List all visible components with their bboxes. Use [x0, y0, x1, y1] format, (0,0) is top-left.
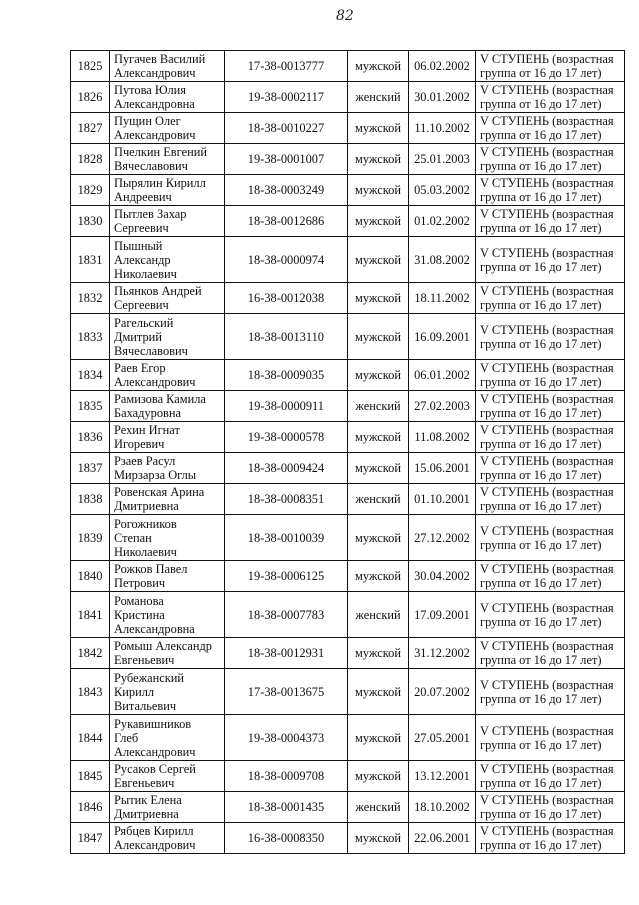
step-label: V СТУПЕНЬ (возрастная: [480, 114, 614, 128]
person-sex: мужской: [355, 59, 401, 73]
birth-date: 27.02.2003: [414, 399, 470, 413]
table-row: [71, 592, 625, 638]
person-sex: мужской: [355, 183, 401, 197]
table-row: [71, 453, 625, 484]
age-group-label: группа от 16 до 17 лет): [480, 298, 602, 312]
row-number: 1840: [77, 569, 103, 583]
person-name: Ровенская Арина Дмитриевна: [114, 485, 205, 513]
person-sex: мужской: [355, 430, 401, 444]
step-label: V СТУПЕНЬ (возрастная: [480, 523, 614, 538]
birth-date: 30.01.2002: [414, 90, 470, 104]
row-number: 1847: [77, 831, 103, 845]
row-number: 1843: [77, 684, 103, 699]
table-row: [71, 314, 625, 360]
table-row: [71, 561, 625, 592]
person-name: Рубежанский Кирилл Витальевич: [114, 670, 185, 713]
row-number: 1834: [77, 368, 103, 382]
birth-date: 16.09.2001: [414, 329, 470, 344]
step-label: V СТУПЕНЬ (возрастная: [480, 145, 614, 159]
person-id: 18-38-0013110: [248, 329, 324, 344]
row-number: 1841: [77, 607, 103, 622]
step-label: V СТУПЕНЬ (возрастная: [480, 52, 614, 66]
person-id: 19-38-0004373: [247, 730, 325, 745]
age-group-label: группа от 16 до 17 лет): [480, 190, 602, 204]
person-name: Пышный Александр Николаевич: [114, 238, 177, 281]
person-name: Ромыш Александр Евгеньевич: [114, 639, 212, 667]
row-number: 1831: [77, 252, 103, 267]
birth-date: 01.02.2002: [414, 214, 470, 228]
person-sex: мужской: [355, 730, 401, 745]
table-row: [71, 715, 625, 761]
person-name: Пырялин Кирилл Андреевич: [114, 176, 206, 204]
person-name: Пчелкин Евгений Вячеславович: [114, 145, 207, 173]
row-number: 1837: [77, 461, 103, 475]
person-sex: мужской: [355, 684, 401, 699]
person-id: 19-38-0000578: [247, 430, 325, 444]
person-name: Раев Егор Александрович: [114, 361, 196, 389]
step-label: V СТУПЕНЬ (возрастная: [480, 176, 614, 190]
step-label: V СТУПЕНЬ (возрастная: [480, 83, 614, 97]
participants-table-body: [71, 51, 625, 854]
person-id: 18-38-0012686: [247, 214, 325, 228]
birth-date: 05.03.2002: [414, 183, 470, 197]
step-label: V СТУПЕНЬ (возрастная: [480, 485, 614, 499]
step-label: V СТУПЕНЬ (возрастная: [480, 361, 614, 375]
person-name: Пьянков Андрей Сергеевич: [114, 284, 202, 312]
person-sex: мужской: [355, 368, 401, 382]
step-label: V СТУПЕНЬ (возрастная: [480, 562, 614, 576]
person-id: 17-38-0013675: [247, 684, 325, 699]
age-group-label: группа от 16 до 17 лет): [480, 499, 602, 513]
step-label: V СТУПЕНЬ (возрастная: [480, 454, 614, 468]
birth-date: 17.09.2001: [414, 607, 470, 622]
person-sex: мужской: [355, 461, 401, 475]
birth-date: 18.10.2002: [414, 800, 470, 814]
person-sex: женский: [355, 492, 401, 506]
row-number: 1845: [77, 769, 103, 783]
person-sex: женский: [355, 607, 401, 622]
row-number: 1833: [77, 329, 103, 344]
table-row: [71, 360, 625, 391]
birth-date: 13.12.2001: [414, 769, 470, 783]
person-name: Пущин Олег Александрович: [114, 114, 196, 142]
step-label: V СТУПЕНЬ (возрастная: [480, 284, 614, 298]
person-name: Рожков Павел Петрович: [114, 562, 188, 590]
person-name: Романова Кристина Александровна: [114, 593, 195, 636]
person-sex: мужской: [355, 252, 401, 267]
table-row: [71, 206, 625, 237]
person-id: 17-38-0013777: [247, 59, 325, 73]
age-group-label: группа от 16 до 17 лет): [480, 97, 602, 111]
birth-date: 27.12.2002: [414, 530, 470, 545]
step-label: V СТУПЕНЬ (возрастная: [480, 762, 614, 776]
age-group-label: группа от 16 до 17 лет): [480, 776, 602, 790]
row-number: 1827: [77, 121, 103, 135]
row-number: 1826: [77, 90, 103, 104]
person-name: Рагельский Дмитрий Вячеславович: [114, 315, 188, 358]
step-label: V СТУПЕНЬ (возрастная: [480, 677, 614, 692]
person-id: 16-38-0008350: [247, 831, 325, 845]
step-label: V СТУПЕНЬ (возрастная: [480, 423, 614, 437]
person-id: 16-38-0012038: [247, 291, 325, 305]
person-name: Рехин Игнат Игоревич: [114, 423, 180, 451]
table-row: [71, 51, 625, 82]
age-group-label: группа от 16 до 17 лет): [480, 336, 602, 351]
person-sex: женский: [355, 399, 401, 413]
age-group-label: группа от 16 до 17 лет): [480, 468, 602, 482]
age-group-label: группа от 16 до 17 лет): [480, 128, 602, 142]
person-name: Рамизова Камила Бахадуровна: [114, 392, 206, 420]
age-group-label: группа от 16 до 17 лет): [480, 159, 602, 173]
row-number: 1839: [77, 530, 103, 545]
row-number: 1844: [77, 730, 103, 745]
person-sex: мужской: [355, 214, 401, 228]
person-name: Русаков Сергей Евгеньевич: [114, 762, 196, 790]
step-label: V СТУПЕНЬ (возрастная: [480, 392, 614, 406]
person-sex: мужской: [355, 121, 401, 135]
person-id: 18-38-0003249: [247, 183, 325, 197]
row-number: 1842: [77, 646, 103, 660]
age-group-label: группа от 16 до 17 лет): [480, 437, 602, 451]
person-id: 18-38-0008351: [247, 492, 325, 506]
age-group-label: группа от 16 до 17 лет): [480, 221, 602, 235]
age-group-label: группа от 16 до 17 лет): [480, 576, 602, 590]
table-row: [71, 761, 625, 792]
step-label: V СТУПЕНЬ (возрастная: [480, 793, 614, 807]
participants-table: [70, 50, 625, 854]
person-name: Рзаев Расул Мирзарза Оглы: [114, 454, 197, 482]
birth-date: 27.05.2001: [414, 730, 470, 745]
table-row: [71, 283, 625, 314]
table-row: [71, 823, 625, 854]
table-row: [71, 422, 625, 453]
person-name: Рогожников Степан Николаевич: [114, 516, 177, 559]
row-number: 1829: [77, 183, 103, 197]
step-label: V СТУПЕНЬ (возрастная: [480, 639, 614, 653]
age-group-label: группа от 16 до 17 лет): [480, 259, 602, 274]
row-number: 1835: [77, 399, 103, 413]
person-name: Путова Юлия Александровна: [114, 83, 195, 111]
person-id: 19-38-0000911: [248, 399, 324, 413]
age-group-label: группа от 16 до 17 лет): [480, 691, 602, 706]
person-name: Рытик Елена Дмитриевна: [114, 793, 182, 821]
person-id: 19-38-0001007: [247, 152, 325, 166]
birth-date: 31.12.2002: [414, 646, 470, 660]
person-id: 18-38-0009035: [247, 368, 325, 382]
table-row: [71, 237, 625, 283]
age-group-label: группа от 16 до 17 лет): [480, 807, 602, 821]
table-row: [71, 175, 625, 206]
birth-date: 11.10.2002: [414, 121, 470, 135]
birth-date: 11.08.2002: [414, 430, 470, 444]
table-row: [71, 669, 625, 715]
birth-date: 31.08.2002: [414, 252, 470, 267]
person-id: 18-38-0010039: [247, 530, 325, 545]
row-number: 1832: [77, 291, 103, 305]
table-row: [71, 792, 625, 823]
person-id: 18-38-0007783: [247, 607, 325, 622]
person-id: 18-38-0012931: [247, 646, 325, 660]
row-number: 1846: [77, 800, 103, 814]
person-id: 18-38-0009424: [247, 461, 325, 475]
person-id: 18-38-0009708: [247, 769, 325, 783]
table-row: [71, 113, 625, 144]
person-sex: мужской: [355, 152, 401, 166]
person-sex: женский: [355, 800, 401, 814]
age-group-label: группа от 16 до 17 лет): [480, 66, 602, 80]
table-row: [71, 638, 625, 669]
person-sex: мужской: [355, 569, 401, 583]
birth-date: 22.06.2001: [414, 831, 470, 845]
person-sex: мужской: [355, 769, 401, 783]
person-sex: мужской: [355, 291, 401, 305]
row-number: 1828: [77, 152, 103, 166]
person-name: Рукавишников Глеб Александрович: [114, 716, 196, 759]
person-sex: женский: [355, 90, 401, 104]
table-row: [71, 391, 625, 422]
age-group-label: группа от 16 до 17 лет): [480, 537, 602, 552]
table-row: [71, 484, 625, 515]
age-group-label: группа от 16 до 17 лет): [480, 406, 602, 420]
step-label: V СТУПЕНЬ (возрастная: [480, 322, 614, 337]
person-id: 18-38-0010227: [247, 121, 325, 135]
age-group-label: группа от 16 до 17 лет): [480, 614, 602, 629]
birth-date: 06.02.2002: [414, 59, 470, 73]
birth-date: 30.04.2002: [414, 569, 470, 583]
row-number: 1838: [77, 492, 103, 506]
age-group-label: группа от 16 до 17 лет): [480, 838, 602, 852]
table-row: [71, 144, 625, 175]
person-sex: мужской: [355, 831, 401, 845]
person-id: 19-38-0006125: [247, 569, 325, 583]
row-number: 1830: [77, 214, 103, 228]
person-name: Рябцев Кирилл Александрович: [114, 824, 196, 852]
table-row: [71, 82, 625, 113]
step-label: V СТУПЕНЬ (возрастная: [480, 824, 614, 838]
step-label: V СТУПЕНЬ (возрастная: [480, 245, 614, 260]
person-id: 19-38-0002117: [248, 90, 324, 104]
table-row: [71, 515, 625, 561]
birth-date: 25.01.2003: [414, 152, 470, 166]
step-label: V СТУПЕНЬ (возрастная: [480, 207, 614, 221]
age-group-label: группа от 16 до 17 лет): [480, 737, 602, 752]
row-number: 1825: [77, 59, 103, 73]
step-label: V СТУПЕНЬ (возрастная: [480, 723, 614, 738]
person-sex: мужской: [355, 530, 401, 545]
age-group-label: группа от 16 до 17 лет): [480, 375, 602, 389]
age-group-label: группа от 16 до 17 лет): [480, 653, 602, 667]
birth-date: 18.11.2002: [414, 291, 470, 305]
step-label: V СТУПЕНЬ (возрастная: [480, 600, 614, 615]
person-id: 18-38-0001435: [247, 800, 325, 814]
birth-date: 20.07.2002: [414, 684, 470, 699]
person-sex: мужской: [355, 646, 401, 660]
person-sex: мужской: [355, 329, 401, 344]
row-number: 1836: [77, 430, 103, 444]
birth-date: 06.01.2002: [414, 368, 470, 382]
birth-date: 01.10.2001: [414, 492, 470, 506]
page-number: 82: [336, 8, 354, 24]
person-name: Пугачев Василий Александрович: [114, 52, 206, 80]
person-name: Пытлев Захар Сергеевич: [114, 207, 187, 235]
person-id: 18-38-0000974: [247, 252, 325, 267]
birth-date: 15.06.2001: [414, 461, 470, 475]
